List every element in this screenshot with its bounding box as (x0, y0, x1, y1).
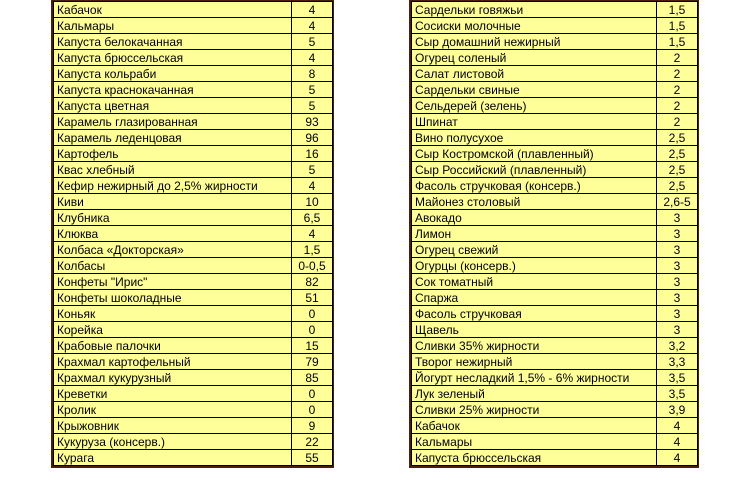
value-cell: 4 (292, 2, 333, 18)
table-row (412, 290, 698, 306)
product-name-cell: Огурцы (консерв.) (412, 258, 657, 274)
table-row (412, 370, 698, 386)
product-name-cell: Щавель (412, 322, 657, 338)
product-name-cell: Кальмары (412, 434, 657, 450)
table-row (54, 434, 333, 450)
product-name-cell: Творог нежирный (412, 354, 657, 370)
table-row (54, 146, 333, 162)
product-name-cell: Крахмал кукурузный (54, 370, 292, 386)
value-cell: 3,5 (657, 386, 698, 402)
value-cell: 3 (657, 322, 698, 338)
value-cell: 3,9 (657, 402, 698, 418)
table-row (54, 50, 333, 66)
left-table-body (54, 2, 333, 466)
table-row (412, 34, 698, 50)
product-name-cell: Кабачок (412, 418, 657, 434)
table-row (412, 434, 698, 450)
product-name-cell: Картофель (54, 146, 292, 162)
value-cell: 3 (657, 306, 698, 322)
table-row (412, 242, 698, 258)
value-cell: 1,5 (292, 242, 333, 258)
table-row (54, 338, 333, 354)
table-row (54, 98, 333, 114)
product-name-cell: Сосиски молочные (412, 18, 657, 34)
value-cell: 22 (292, 434, 333, 450)
value-cell: 0-0,5 (292, 258, 333, 274)
value-cell: 85 (292, 370, 333, 386)
value-cell: 2,6-5 (657, 194, 698, 210)
value-cell: 0 (292, 306, 333, 322)
value-cell: 3,5 (657, 370, 698, 386)
product-name-cell: Капуста кольраби (54, 66, 292, 82)
table-row (54, 418, 333, 434)
product-name-cell: Крыжовник (54, 418, 292, 434)
value-cell: 4 (292, 18, 333, 34)
value-cell: 3 (657, 242, 698, 258)
table-row (412, 18, 698, 34)
table-row (54, 178, 333, 194)
product-name-cell: Кальмары (54, 18, 292, 34)
table-row (412, 322, 698, 338)
product-name-cell: Сардельки говяжьи (412, 2, 657, 18)
value-cell: 4 (657, 450, 698, 466)
product-name-cell: Капуста брюссельская (412, 450, 657, 466)
product-name-cell: Сок томатный (412, 274, 657, 290)
value-cell: 93 (292, 114, 333, 130)
value-cell: 3 (657, 274, 698, 290)
value-cell: 2 (657, 98, 698, 114)
table-row (54, 306, 333, 322)
product-name-cell: Лимон (412, 226, 657, 242)
table-row (54, 114, 333, 130)
value-cell: 16 (292, 146, 333, 162)
product-name-cell: Киви (54, 194, 292, 210)
table-row (54, 18, 333, 34)
table-row (54, 34, 333, 50)
table-row (412, 450, 698, 466)
product-name-cell: Лук зеленый (412, 386, 657, 402)
table-row (412, 146, 698, 162)
value-cell: 2,5 (657, 178, 698, 194)
table-row (412, 2, 698, 18)
product-name-cell: Колбаса «Докторская» (54, 242, 292, 258)
product-name-cell: Сыр Костромской (плавленный) (412, 146, 657, 162)
product-name-cell: Огурец свежий (412, 242, 657, 258)
table-row (412, 162, 698, 178)
product-name-cell: Сардельки свиные (412, 82, 657, 98)
value-cell: 1,5 (657, 18, 698, 34)
value-cell: 2,5 (657, 130, 698, 146)
table-row (412, 50, 698, 66)
value-cell: 5 (292, 82, 333, 98)
product-name-cell: Коньяк (54, 306, 292, 322)
value-cell: 51 (292, 290, 333, 306)
table-row (54, 402, 333, 418)
value-cell: 2,5 (657, 162, 698, 178)
table-row (412, 130, 698, 146)
product-name-cell: Клубника (54, 210, 292, 226)
product-name-cell: Салат листовой (412, 66, 657, 82)
value-cell: 1,5 (657, 2, 698, 18)
product-name-cell: Капуста цветная (54, 98, 292, 114)
value-cell: 5 (292, 34, 333, 50)
table-row (412, 114, 698, 130)
table-row (412, 274, 698, 290)
product-name-cell: Колбасы (54, 258, 292, 274)
product-name-cell: Карамель глазированная (54, 114, 292, 130)
right-table-body (412, 2, 698, 466)
product-name-cell: Крабовые палочки (54, 338, 292, 354)
product-name-cell: Кабачок (54, 2, 292, 18)
value-cell: 15 (292, 338, 333, 354)
table-row (412, 354, 698, 370)
right-table-frame (409, 0, 699, 468)
value-cell: 2 (657, 50, 698, 66)
product-name-cell: Майонез столовый (412, 194, 657, 210)
product-name-cell: Кефир нежирный до 2,5% жирности (54, 178, 292, 194)
value-cell: 79 (292, 354, 333, 370)
value-cell: 4 (657, 434, 698, 450)
table-row (54, 290, 333, 306)
table-row (412, 98, 698, 114)
product-name-cell: Конфеты "Ирис" (54, 274, 292, 290)
value-cell: 2 (657, 82, 698, 98)
product-name-cell: Креветки (54, 386, 292, 402)
table-row (54, 210, 333, 226)
value-cell: 5 (292, 98, 333, 114)
product-name-cell: Фасоль стручковая (412, 306, 657, 322)
value-cell: 4 (292, 226, 333, 242)
table-row (54, 354, 333, 370)
value-cell: 2,5 (657, 146, 698, 162)
value-cell: 8 (292, 66, 333, 82)
value-cell: 1,5 (657, 34, 698, 50)
table-row (54, 274, 333, 290)
product-name-cell: Кукуруза (консерв.) (54, 434, 292, 450)
table-row (54, 66, 333, 82)
product-name-cell: Клюква (54, 226, 292, 242)
table-row (412, 178, 698, 194)
value-cell: 5 (292, 162, 333, 178)
table-row (54, 194, 333, 210)
value-cell: 4 (292, 178, 333, 194)
table-row (412, 258, 698, 274)
table-row (54, 82, 333, 98)
value-cell: 4 (657, 418, 698, 434)
table-row (54, 242, 333, 258)
table-row (412, 226, 698, 242)
value-cell: 2 (657, 114, 698, 130)
table-row (54, 258, 333, 274)
table-row (54, 226, 333, 242)
table-row (412, 194, 698, 210)
value-cell: 3 (657, 210, 698, 226)
left-product-table (53, 1, 333, 466)
product-name-cell: Корейка (54, 322, 292, 338)
product-name-cell: Карамель леденцовая (54, 130, 292, 146)
value-cell: 6,5 (292, 210, 333, 226)
value-cell: 3 (657, 226, 698, 242)
product-name-cell: Капуста брюссельская (54, 50, 292, 66)
table-row (54, 386, 333, 402)
product-name-cell: Шпинат (412, 114, 657, 130)
table-row (412, 418, 698, 434)
value-cell: 0 (292, 386, 333, 402)
product-name-cell: Йогурт несладкий 1,5% - 6% жирности (412, 370, 657, 386)
value-cell: 96 (292, 130, 333, 146)
product-name-cell: Конфеты шоколадные (54, 290, 292, 306)
product-name-cell: Квас хлебный (54, 162, 292, 178)
left-table-frame (51, 0, 334, 468)
product-name-cell: Фасоль стручковая (консерв.) (412, 178, 657, 194)
table-row (54, 130, 333, 146)
table-row (412, 210, 698, 226)
table-row (412, 82, 698, 98)
value-cell: 0 (292, 402, 333, 418)
value-cell: 2 (657, 66, 698, 82)
table-row (412, 306, 698, 322)
value-cell: 0 (292, 322, 333, 338)
table-row (412, 338, 698, 354)
product-name-cell: Вино полусухое (412, 130, 657, 146)
table-row (54, 322, 333, 338)
table-row (54, 450, 333, 466)
product-name-cell: Сливки 25% жирности (412, 402, 657, 418)
product-name-cell: Сливки 35% жирности (412, 338, 657, 354)
product-name-cell: Спаржа (412, 290, 657, 306)
value-cell: 82 (292, 274, 333, 290)
product-name-cell: Сыр домашний нежирный (412, 34, 657, 50)
value-cell: 10 (292, 194, 333, 210)
product-name-cell: Авокадо (412, 210, 657, 226)
value-cell: 3,3 (657, 354, 698, 370)
product-name-cell: Курага (54, 450, 292, 466)
product-name-cell: Огурец соленый (412, 50, 657, 66)
table-row (54, 370, 333, 386)
value-cell: 4 (292, 50, 333, 66)
product-name-cell: Сыр Российский (плавленный) (412, 162, 657, 178)
product-name-cell: Крахмал картофельный (54, 354, 292, 370)
table-row (412, 386, 698, 402)
table-row (412, 402, 698, 418)
value-cell: 9 (292, 418, 333, 434)
table-row (54, 2, 333, 18)
right-product-table (411, 1, 698, 466)
table-row (412, 66, 698, 82)
value-cell: 55 (292, 450, 333, 466)
product-name-cell: Кролик (54, 402, 292, 418)
value-cell: 3 (657, 290, 698, 306)
product-name-cell: Капуста краснокачанная (54, 82, 292, 98)
value-cell: 3,2 (657, 338, 698, 354)
product-name-cell: Сельдерей (зелень) (412, 98, 657, 114)
value-cell: 3 (657, 258, 698, 274)
table-row (54, 162, 333, 178)
product-name-cell: Капуста белокачанная (54, 34, 292, 50)
